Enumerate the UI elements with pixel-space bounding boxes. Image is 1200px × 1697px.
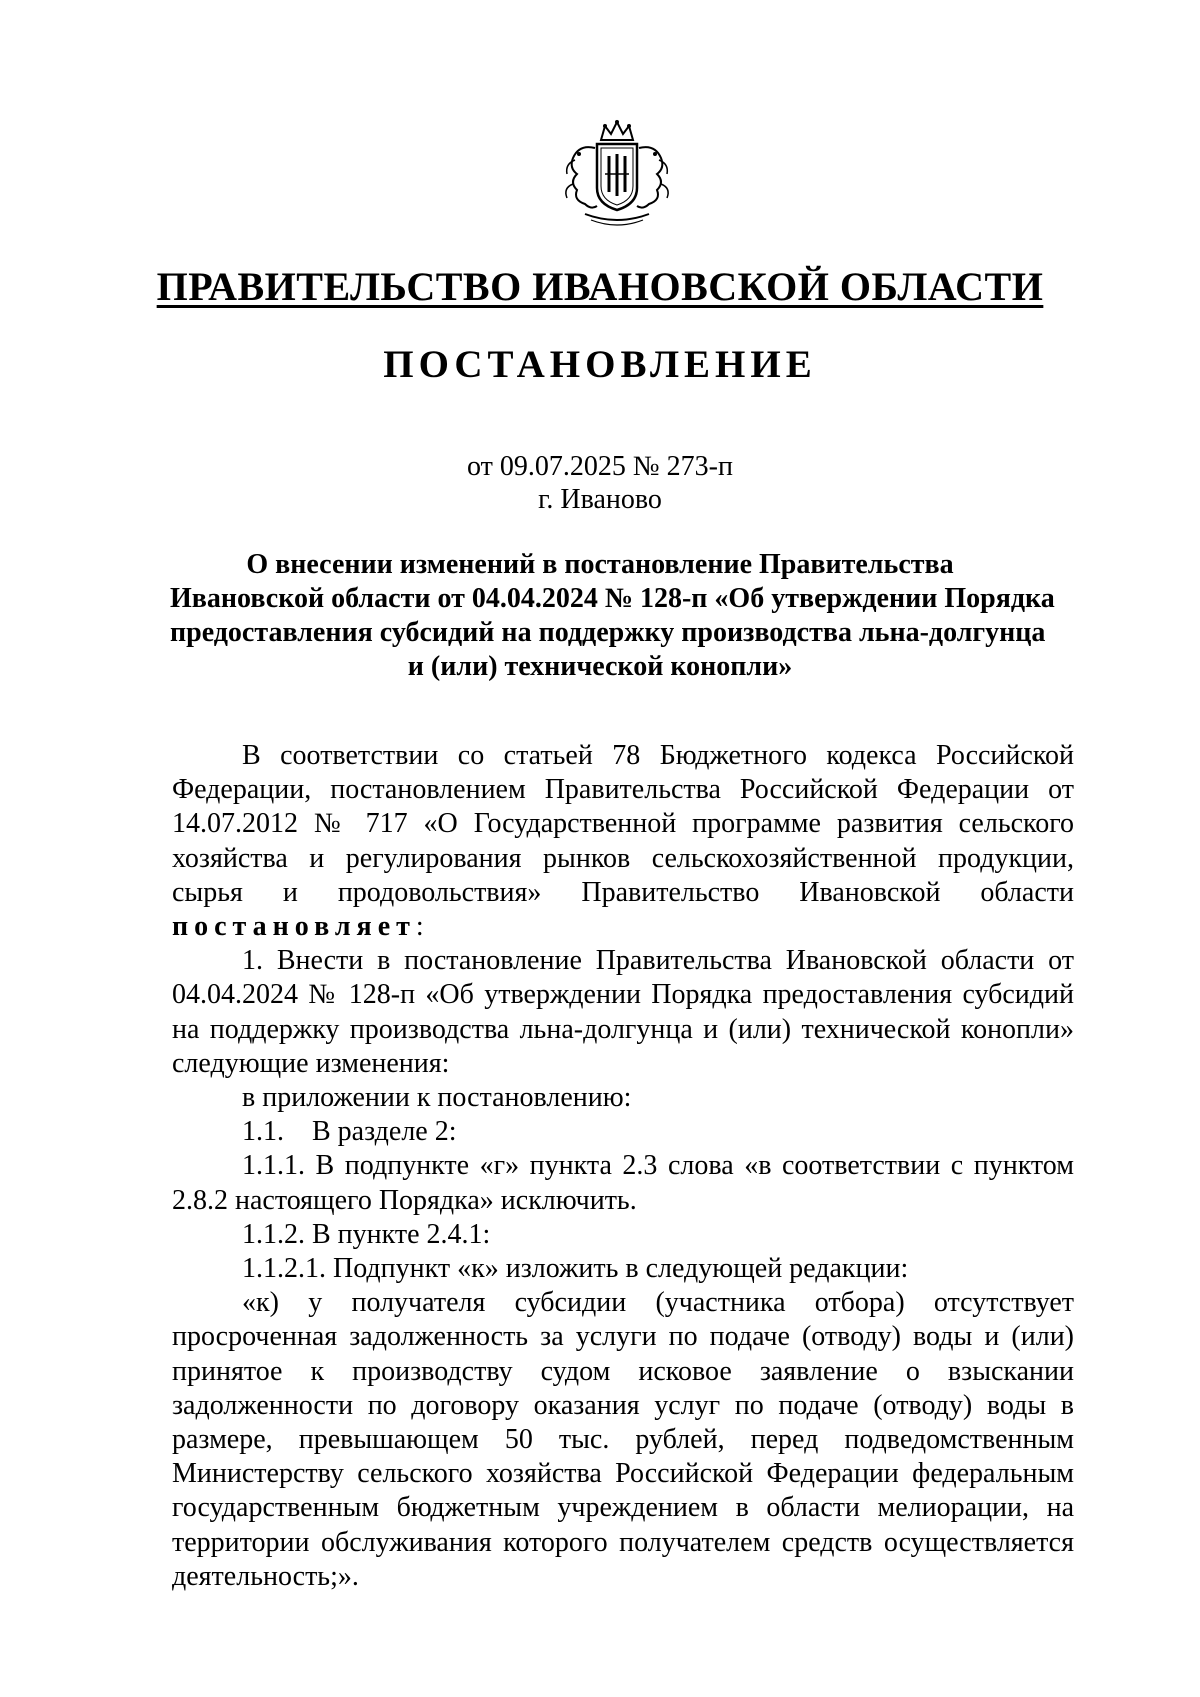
body-paragraph: «к) у получателя субсидии (участника отбора) отсутствует просроченная задолженность за услуги по подаче (отводу) воды и (или) принятое к производству судом исковое заявление о взыскании задолженности по договору оказания услуг по подаче (отводу) воды в размере, превышающем 50 тыс. рублей, перед подведомственным Министерству сельского хозяйства Российской Федерации федеральным государственным бюджетным учреждением в области мелиорации, на территории обслуживания которого получателем средств осуществляется деятельность;». (172, 1287, 1074, 1592)
preamble-text: В соответствии со статьей 78 Бюджетного кодекса Российской Федерации, постановлением Правительства Российской Федерации от 14.07.2012 № 717 «О Государственной программе развития сельского хозяйства и регулирования рынков сельскохозяйственной продукции, сырья и продовольствия» Правительство Ивановской области (172, 740, 1074, 908)
body-paragraph: 1.1. В разделе 2: (242, 1116, 457, 1148)
body-paragraph: 1. Внести в постановление Правительства Ивановской области от 04.04.2024 № 128-п «Об утверждении Порядка предоставления субсидий на поддержку производства льна-долгунца и (или) технической конопли» следующие изменения: (172, 945, 1074, 1079)
coat-of-arms-icon (555, 118, 679, 232)
organization-title (0, 263, 1200, 311)
body-paragraph: 1.1.2.1. Подпункт «к» изложить в следующей редакции: (242, 1253, 909, 1285)
body-paragraph: 1.1.1. В подпункте «г» пункта 2.3 слова «в соответствии с пунктом 2.8.2 настоящего Порядка» исключить. (172, 1150, 1074, 1216)
preamble-paragraph (172, 739, 1074, 944)
document-date-number: от 09.07.2025 № 273-п (467, 451, 733, 482)
resolves-colon: : (415, 911, 424, 943)
subject-line: Ивановской области от 04.04.2024 № 128-п «Об утверждении Порядка (170, 583, 1055, 614)
subject-line: и (или) технической конопли» (407, 651, 793, 682)
body-paragraph: в приложении к постановлению: (242, 1082, 632, 1114)
organization-name: ПРАВИТЕЛЬСТВО ИВАНОВСКОЙ ОБЛАСТИ (156, 264, 1044, 309)
document-type: ПОСТАНОВЛЕНИЕ (383, 343, 817, 386)
subject-line: О внесении изменений в постановление Правительства (246, 549, 954, 580)
resolves-word: постановляет (172, 911, 416, 943)
document-subject (170, 548, 1055, 684)
body-paragraph: 1.1.2. В пункте 2.4.1: (242, 1218, 491, 1250)
document-body (172, 739, 1074, 1594)
subject-line: предоставления субсидий на поддержку производства льна-долгунца (170, 617, 1046, 648)
document-city: г. Иваново (538, 484, 662, 515)
